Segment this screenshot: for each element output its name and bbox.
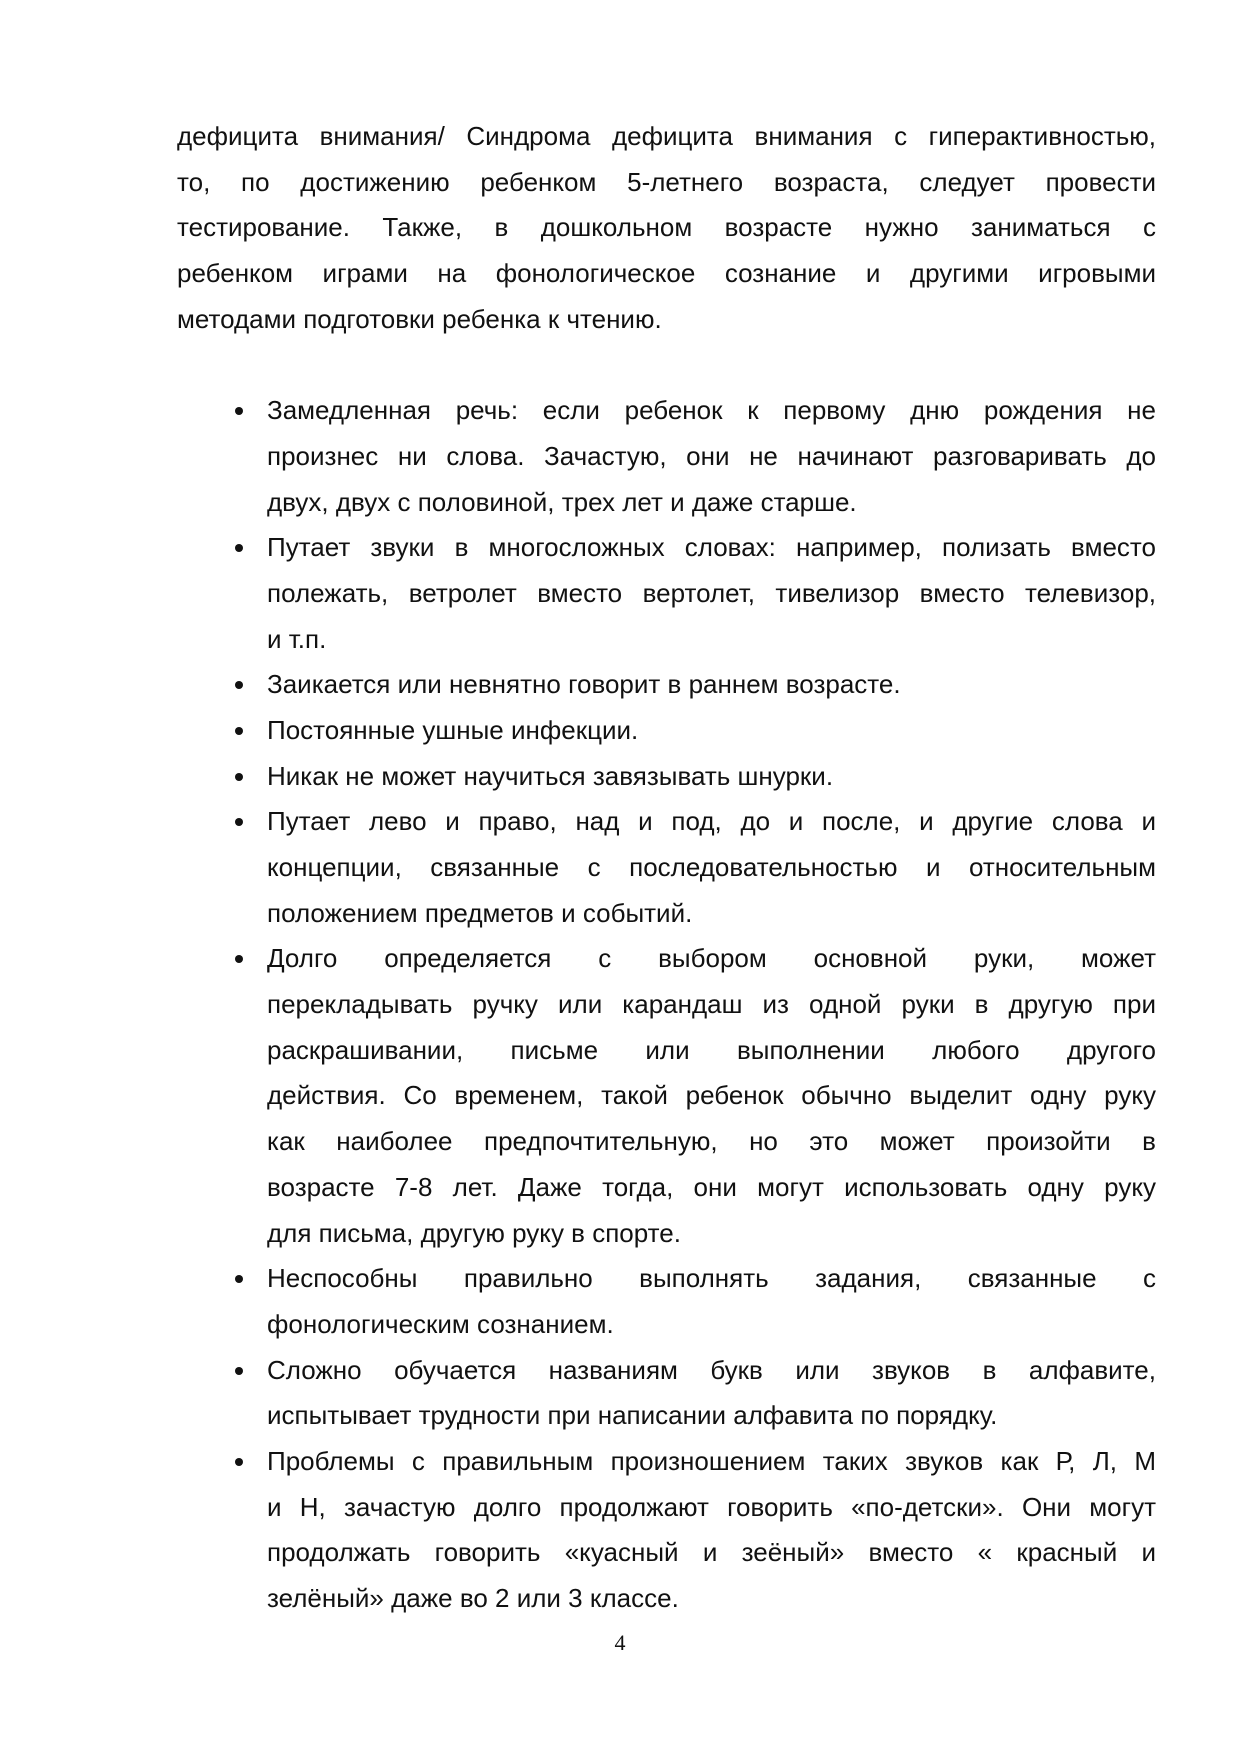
bullet-icon: [235, 407, 243, 415]
list-item: [177, 799, 1156, 936]
list-item: [177, 1439, 1156, 1622]
text-line: положением предметов и событий.: [267, 897, 693, 928]
list-item: [177, 525, 1156, 662]
text-line: Никак не может научиться завязывать шнурки.: [267, 760, 834, 791]
bullet-icon: [235, 1367, 243, 1375]
paragraph-gap: [177, 342, 1156, 388]
text-line: продолжать говорить «куасный и зеёный» вместо « красный и: [267, 1537, 1156, 1568]
bullet-icon: [235, 1275, 243, 1283]
text-line: Путает звуки в многосложных словах: например, полизать вместо: [267, 532, 1156, 563]
text-line: возрасте 7-8 лет. Даже тогда, они могут использовать одну руку: [267, 1171, 1156, 1202]
page-body: [177, 114, 1156, 1622]
text-line: ребенком играми на фонологическое сознание и другими игровыми: [177, 258, 1156, 289]
text-line: Путает лево и право, над и под, до и после, и другие слова и: [267, 806, 1156, 837]
bullet-icon: [235, 818, 243, 826]
text-line: концепции, связанные с последовательностью и относительным: [267, 852, 1156, 882]
bullet-icon: [235, 1458, 243, 1466]
bullet-icon: [235, 681, 243, 689]
text-line: как наиболее предпочтительную, но это может произойти в: [267, 1126, 1156, 1157]
list-item: [177, 708, 1156, 754]
text-line: фонологическим сознанием.: [267, 1308, 614, 1339]
text-line: Долго определяется с выбором основной руки, может: [267, 943, 1156, 974]
list-item: [177, 388, 1156, 525]
list-item: [177, 936, 1156, 1256]
bullet-icon: [235, 727, 243, 735]
text-line: произнес ни слова. Зачастую, они не начинают разговаривать до: [267, 440, 1156, 471]
list-item: [177, 662, 1156, 708]
intro-paragraph: [177, 114, 1156, 342]
text-line: испытывает трудности при написании алфавита по порядку.: [267, 1400, 998, 1431]
bullet-list: [177, 388, 1156, 1622]
list-item: [177, 754, 1156, 800]
text-line: методами подготовки ребенка к чтению.: [177, 303, 662, 334]
text-line: двух, двух с половиной, трех лет и даже старше.: [267, 486, 857, 517]
text-line: и т.п.: [267, 623, 327, 654]
bullet-icon: [235, 955, 243, 963]
text-line: полежать, ветролет вместо вертолет, тивелизор вместо телевизор,: [267, 577, 1156, 608]
text-line: дефицита внимания/ Синдрома дефицита внимания с гиперактивностью,: [177, 121, 1156, 151]
text-line: раскрашивании, письме или выполнении любого другого: [267, 1034, 1156, 1065]
text-line: тестирование. Также, в дошкольном возрасте нужно заниматься с: [177, 212, 1156, 243]
text-line: Заикается или невнятно говорит в раннем возрасте.: [267, 669, 901, 700]
text-line: Неспособны правильно выполнять задания, связанные с: [267, 1263, 1156, 1294]
text-line: Сложно обучается названиям букв или звуков в алфавите,: [267, 1354, 1156, 1385]
text-line: перекладывать ручку или карандаш из одной руки в другую при: [267, 989, 1156, 1020]
bullet-icon: [235, 544, 243, 552]
page-number: 4: [614, 1630, 626, 1655]
text-line: для письма, другую руку в спорте.: [267, 1217, 681, 1248]
text-line: зелёный» даже во 2 или 3 классе.: [267, 1583, 679, 1613]
list-item: [177, 1256, 1156, 1347]
text-line: действия. Со временем, такой ребенок обычно выделит одну руку: [267, 1080, 1156, 1111]
text-line: Проблемы с правильным произношением таких звуков как Р, Л, М: [267, 1445, 1156, 1476]
text-line: Замедленная речь: если ребенок к первому дню рождения не: [267, 395, 1156, 426]
text-line: и Н, зачастую долго продолжают говорить «по-детски». Они могут: [267, 1491, 1156, 1522]
bullet-icon: [235, 773, 243, 781]
list-item: [177, 1348, 1156, 1439]
text-line: то, по достижению ребенком 5-летнего возраста, следует провести: [177, 166, 1156, 197]
text-line: Постоянные ушные инфекции.: [267, 714, 639, 745]
